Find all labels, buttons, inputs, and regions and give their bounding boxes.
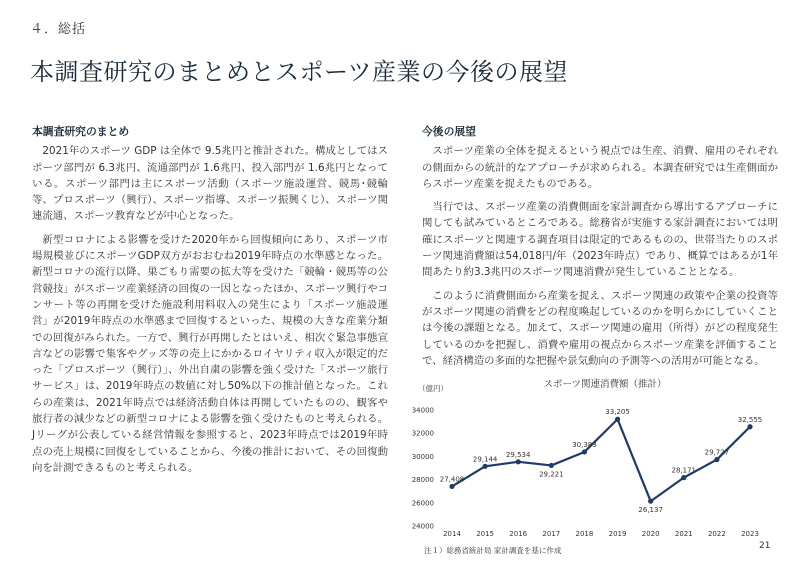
data-label: 29,727 [704, 448, 730, 457]
data-label: 29,221 [539, 470, 564, 479]
outlook-paragraph: このように消費側面から産業を捉え、スポーツ関連の政策や企業の投資等がスポーツ関連の消費をどの程度喚起しているのかを明らかにしていくことは今後の課題となる。加えて、スポーツ関連の雇用（所得）がどの程度発生しているのかを把握し、消費や雇用の視点からスポーツ産業を評価することで、経済構造の多面的な把握や景気動向の予測等への活用が可能となる。 [422, 289, 778, 367]
data-label: 30,383 [572, 440, 597, 449]
data-label: 33,205 [605, 408, 630, 417]
data-point [648, 499, 653, 504]
y-tick-label: 28000 [411, 476, 434, 485]
data-point [449, 484, 454, 489]
data-label: 27,408 [439, 475, 465, 484]
data-point [714, 457, 719, 462]
page-number: 21 [759, 541, 771, 551]
data-label: 29,144 [472, 455, 498, 464]
summary-column [32, 124, 388, 483]
x-tick-label: 2022 [707, 530, 726, 538]
outlook-column [422, 124, 778, 376]
outlook-paragraph: 当行では、スポーツ産業の消費側面を家計調査から導出するアプローチに関しても試みているところである。総務省が実施する家計調査においては明確にスポーツと関連する調査項目は限定的であるものの、世帯当たりのスポーツ関連消費額は54,018円/年（2023年時点）であり、概算ではあるが1年間あたり約3.3兆円のスポーツ関連消費が発生していることとなる。 [422, 201, 778, 279]
data-point [516, 459, 521, 464]
x-tick-label: 2018 [575, 530, 594, 538]
y-tick-label: 26000 [411, 499, 434, 508]
page-title: 本調査研究のまとめとスポーツ産業の今後の展望 [30, 58, 569, 86]
x-tick-label: 2019 [608, 530, 627, 538]
x-tick-label: 2023 [741, 530, 759, 538]
summary-heading: 本調査研究のまとめ [32, 125, 130, 138]
outlook-heading: 今後の展望 [422, 125, 476, 138]
y-tick-label: 30000 [411, 452, 434, 461]
data-point [615, 417, 620, 422]
x-tick-label: 2020 [641, 530, 660, 538]
data-label: 29,534 [505, 450, 531, 459]
summary-paragraph: 新型コロナによる影響を受けた2020年から回復傾向にあり、スポーツ市場規模並びにスポーツGDP双方がおおむね2019年時点の水準感となった。新型コロナの流行以降、巣ごもり需要の拡大等を受けた「競輪・競馬等の公営競技」がスポーツ産業経済の回復の一因となったほか、スポーツ興行やコンサート等の再開を受けた施設利用料収入の発生により「スポーツ施設運営」が2019年時点の水準感まで回復するといった、規模の大きな産業分類での回復がみられた。一方で、興行が再開したとはいえ、相次ぐ緊急事態宣言などの影響で集客やグッズ等の売上にかかるロイヤリティ収入が限定的だった「プロスポーツ（興行）」、外出自粛の影響を強く受けた「スポーツ旅行サービス」は、2019年時点の数値に対し50%以下の推計値となった。これらの産業は、2021年時点では経済活動自体は再開していたものの、観客や旅行者の減少などの新型コロナによる影響を強く受けたものと考えられる。Jリーグが公表している経営情報を参照すると、2023年時点では2019年時点の売上規模に回復をしていることから、今後の推計において、その回復動向を計測できるものと考えられる。 [32, 233, 388, 474]
data-point [582, 449, 587, 454]
footnote: 注１）総務省統計局 家計調査を基に作成 [424, 546, 562, 555]
x-tick-label: 2015 [476, 530, 495, 538]
data-label: 28,171 [671, 466, 697, 475]
data-point [681, 475, 686, 480]
section-number: ４．総括 [30, 22, 87, 37]
x-tick-label: 2017 [542, 530, 561, 538]
y-tick-label: 24000 [411, 522, 434, 531]
y-axis-label: （億円） [418, 384, 448, 393]
y-tick-label: 34000 [411, 406, 434, 415]
summary-paragraph: 2021年のスポーツ GDP は全体で 9.5兆円と推計された。構成としてはスポーツ部門が 6.3兆円、流通部門が 1.6兆円、投入部門が 1.6兆円となっている。スポーツ部門は主にスポーツ活動（スポーツ施設運営、競馬･競輪等、プロスポーツ（興行）、スポーツ指導、スポーツ振興くじ）、スポーツ関連流通、スポーツ教育などが中心となった。 [32, 145, 388, 223]
data-point [747, 424, 752, 429]
data-label: 32,555 [737, 415, 763, 424]
data-point [483, 464, 488, 469]
chart-svg [410, 374, 790, 544]
x-tick-label: 2014 [443, 530, 461, 538]
data-label: 26,137 [638, 506, 663, 515]
data-point [549, 463, 554, 468]
outlook-paragraph: スポーツ産業の全体を捉えるという視点では生産、消費、雇用のそれぞれの側面からの統計的なアプローチが求められる。本調査研究では生産側面からスポーツ産業を捉えたものである。 [422, 145, 778, 190]
x-tick-label: 2021 [674, 530, 693, 538]
x-tick-label: 2016 [509, 530, 528, 538]
consumption-chart [410, 374, 790, 554]
y-tick-label: 32000 [411, 429, 434, 438]
chart-title: スポーツ関連消費額（推計） [543, 379, 667, 390]
